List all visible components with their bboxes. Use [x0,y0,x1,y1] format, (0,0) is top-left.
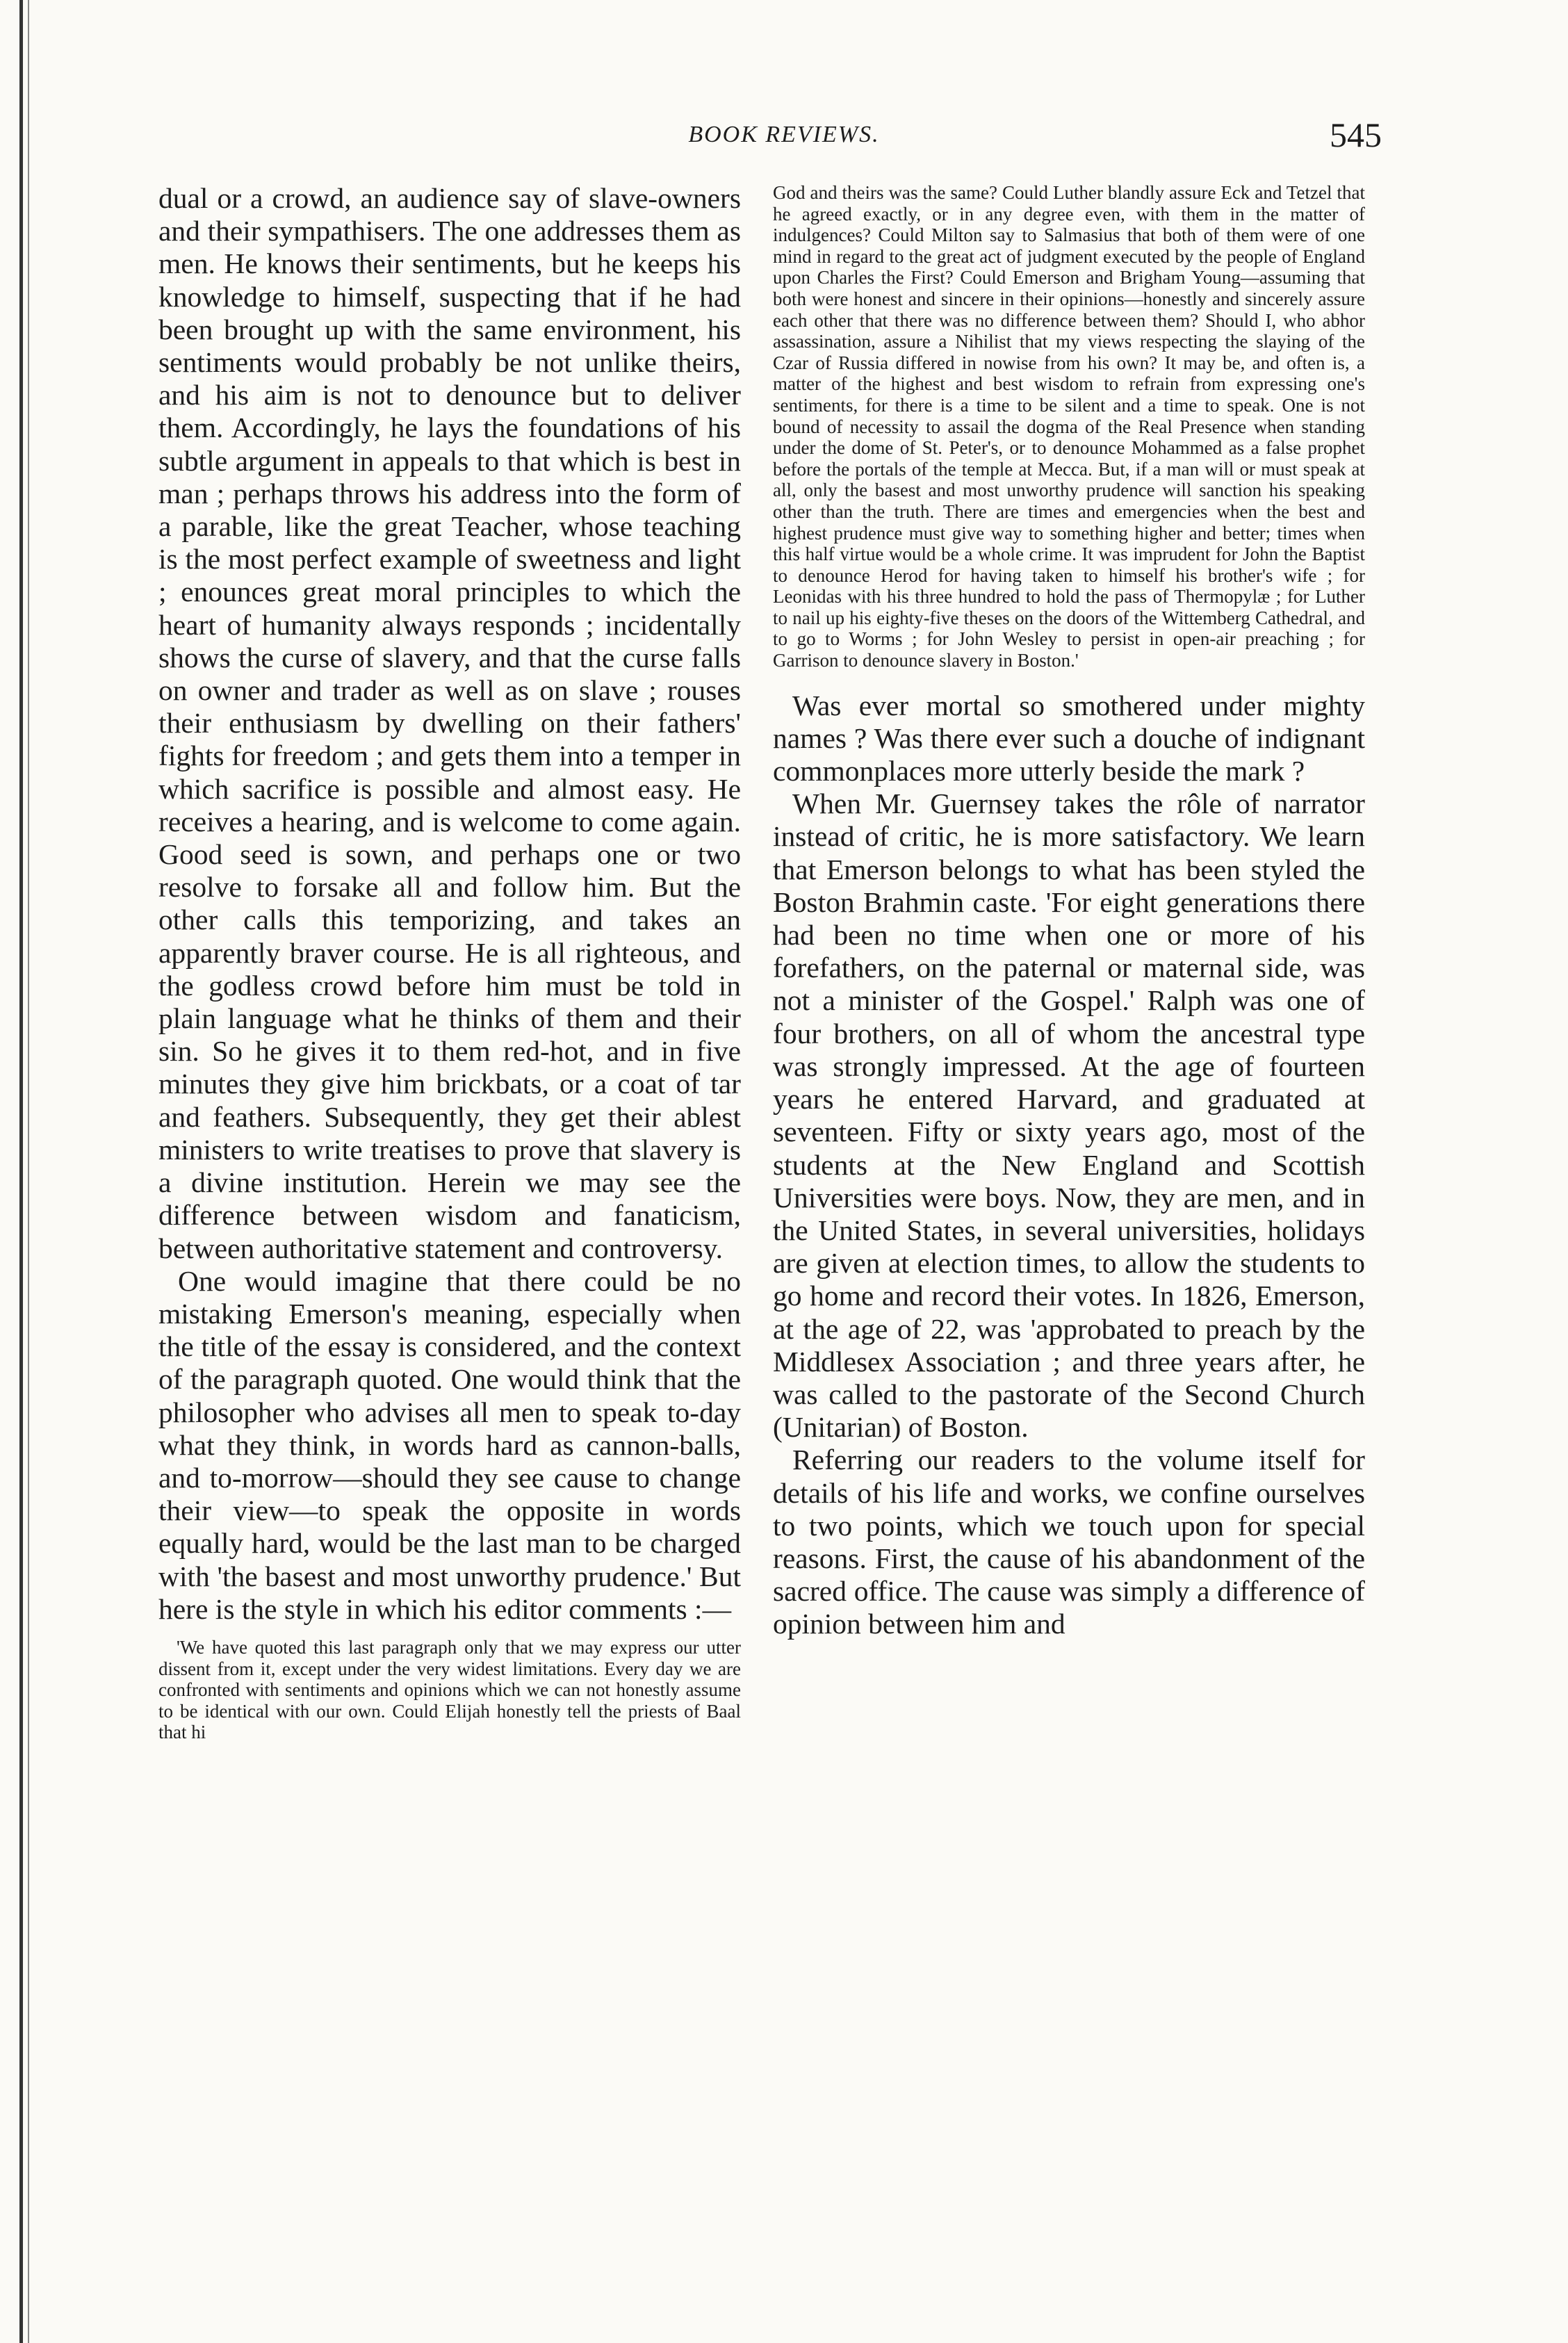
paragraph: dual or a crowd, an audience say of slave-owners and their sympathisers. The one addresses them as men. He knows their sentiments, but he keeps his knowledge to himself, suspecting that if he had been brought up with the same environment, his sentiments would probably be not unlike theirs, and his aim is not to denounce but to deliver them. Accordingly, he lays the foundations of his subtle argument in appeals to that which is best in man ; perhaps throws his address into the form of a parable, like the great Teacher, whose teaching is the most perfect example of sweetness and light ; enounces great moral principles to which the heart of humanity always responds ; incidentally shows the curse of slavery, and that the curse falls on owner and trader as well as on slave ; rouses their enthusiasm by dwelling on their fathers' fights for freedom ; and gets them into a temper in which sacrifice is possible and almost easy. He receives a hearing, and is welcome to come again. Good seed is sown, and perhaps one or two resolve to forsake all and follow him. But the other calls this temporizing, and takes an apparently braver course. He is all righteous, and the godless crowd before him must be told in plain language what he thinks of them and their sin. So he gives it to them red-hot, and in five minutes they give him brickbats, or a coat of tar and feathers. Subsequently, they get their ablest ministers to write treatises to prove that slavery is a divine institution. Herein we may see the difference between wisdom and fanaticism, between authoritative statement and controversy. [158,182,741,1264]
page-header [0,115,1568,163]
quote-text: God and theirs was the same? Could Luther blandly assure Eck and Tetzel that he agreed exactly, or in any degree even, with them in the matter of indulgences? Could Milton say to Salmasius that both of them were of one mind in regard to the great act of judgment executed by the people of England upon Charles the First? Could Emerson and Brigham Young—assuming that both were honest and sincere in their opinions—honestly and sincerely assure each other that there was no difference between them? Should I, who abhor assassination, assure a Nihilist that my views respecting the slaying of the Czar of Russia differed in nowise from his own? It may be, and often is, a matter of the highest and best wisdom to refrain from expressing one's sentiments, for there is a time to be silent and a time to speak. One is not bound of necessity to assail the dogma of the Real Presence when standing under the dome of St. Peter's, or to denounce Mohammed as a false prophet before the portals of the temple at Mecca. But, if a man will or must speak at all, only the basest and most unworthy prudence will sanction his speaking other than the truth. There are times and emergencies when the best and highest prudence must give way to something higher and better; times when this half virtue would be a whole crime. It was imprudent for John the Baptist to denounce Herod for having taken to himself his brother's wife ; for Leonidas with his three hundred to hold the pass of Thermopylæ ; for Luther to nail up his eighty-five theses on the doors of the Wittemberg Cathedral, and to go to Worms ; for John Wesley to persist in open-air preaching ; for Garrison to denounce slavery in Boston.' [773,182,1365,671]
quote-continuation [773,182,1365,671]
footnote-quote [158,1637,741,1743]
right-column [773,182,1365,1641]
left-column [158,182,741,1743]
paragraph: Referring our readers to the volume itself for details of his life and works, we confine ourselves to two points, which we touch upon for special reasons. First, the cause of his abandonment of the sacred office. The cause was simply a difference of opinion between him and [773,1444,1365,1640]
footnote-text: 'We have quoted this last paragraph only that we may express our utter dissent from it, except under the very widest limitations. Every day we are confronted with sentiments and opinions which we can not honestly assume to be identical with our own. Could Elijah honestly tell the priests of Baal that hi [158,1636,741,1743]
paragraph: One would imagine that there could be no mistaking Emerson's meaning, especially when the title of the essay is considered, and the context of the paragraph quoted. One would think that the philosopher who advises all men to speak to-day what they think, in words hard as cannon-balls, and to-morrow—should they see cause to change their view—to speak the opposite in words equally hard, would be the last man to be charged with 'the basest and most unworthy prudence.' But here is the style in which his editor comments :— [158,1264,741,1625]
page-edge-rule-thin [28,0,29,2343]
running-head: BOOK REVIEWS. [688,122,880,147]
page-edge-rule [19,0,23,2343]
page-number: 545 [1330,115,1382,154]
paragraph: Was ever mortal so smothered under mighty names ? Was there ever such a douche of indignant commonplaces more utterly beside the mark ? [773,689,1365,787]
left-body-text [158,182,741,1626]
right-body-text [773,689,1365,1641]
paragraph: When Mr. Guernsey takes the rôle of narrator instead of critic, he is more satisfactory. We learn that Emerson belongs to what has been styled the Boston Brahmin caste. 'For eight generations there had been no time when one or more of his forefathers, on the paternal or maternal side, was not a minister of the Gospel.' Ralph was one of four brothers, on all of whom the ancestral type was strongly impressed. At the age of fourteen years he entered Harvard, and graduated at seventeen. Fifty or sixty years ago, most of the students at the New England and Scottish Universities were boys. Now, they are men, and in the United States, in several universities, holidays are given at election times, to allow the students to go home and record their votes. In 1826, Emerson, at the age of 22, was 'approbated to preach by the Middlesex Association ; and three years after, he was called to the pastorate of the Second Church (Unitarian) of Boston. [773,787,1365,1444]
